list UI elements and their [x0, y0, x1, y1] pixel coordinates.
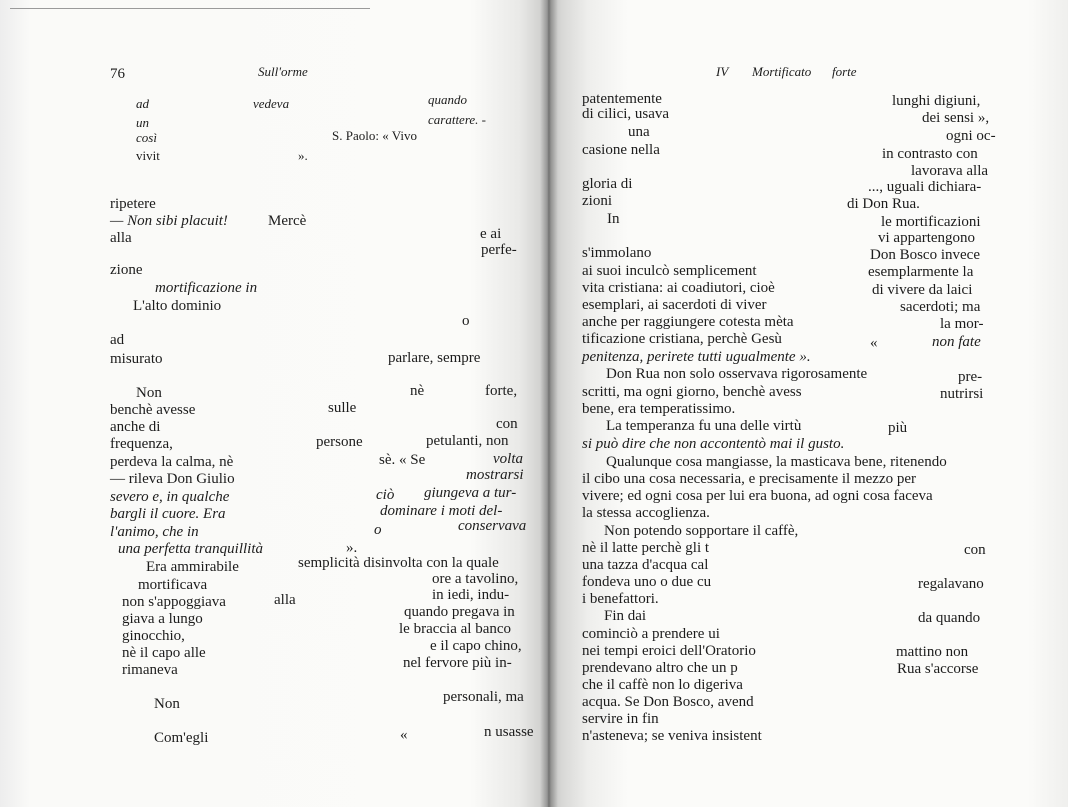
text-line: nè il capo alle	[122, 645, 206, 661]
text-line: nè	[410, 383, 425, 399]
text-line: non fate	[932, 334, 981, 350]
text-line: zioni	[582, 193, 612, 209]
text-line: da quando	[918, 610, 981, 626]
running-head-title: Mortificato	[752, 64, 812, 79]
text-line: persone	[316, 434, 363, 450]
text-line: ogni oc-	[946, 128, 996, 144]
text-line: conservava	[458, 518, 527, 534]
page-number: 76	[110, 66, 125, 82]
text-line: ad	[136, 96, 149, 111]
text-line: quando	[428, 92, 467, 107]
text-line: nel fervore più in-	[403, 655, 512, 671]
text-line: un	[136, 115, 149, 130]
text-line: le braccia al banco	[399, 621, 512, 637]
text-line: i benefattori.	[582, 591, 659, 607]
text-line: la mor-	[940, 316, 984, 332]
text-line: e ai	[480, 226, 502, 242]
text-line: o	[374, 522, 382, 538]
text-line: fondeva uno o due cu	[582, 574, 712, 590]
text-line: non s'appoggiava	[122, 594, 226, 610]
text-line: bene, era temperatissimo.	[582, 401, 736, 417]
text-line: con	[964, 542, 986, 558]
text-line: La temperanza fu una delle virtù	[606, 418, 802, 434]
text-line: vi appartengono	[878, 230, 976, 246]
text-line: di vivere da laici	[872, 282, 973, 298]
text-line: In	[607, 211, 620, 227]
text-line: L'alto dominio	[133, 298, 222, 314]
text-line: petulanti, non	[426, 433, 509, 449]
text-line: severo e, in qualche	[110, 489, 230, 505]
text-line: una	[628, 124, 650, 140]
text-line: si può dire che non accontentò mai il gusto.	[582, 436, 845, 452]
text-line: in contrasto con	[882, 146, 978, 162]
text-line: Non potendo sopportare il caffè,	[604, 523, 799, 539]
text-line: ripetere	[110, 196, 156, 212]
text-line: giungeva a tur-	[424, 485, 517, 501]
text-line: — rileva Don Giulio	[110, 471, 235, 487]
text-line: alla	[274, 592, 296, 608]
text-line: semplicità disinvolta con la quale	[298, 555, 499, 571]
text-line: s'immolano	[582, 245, 652, 261]
text-line: giava a lungo	[122, 611, 203, 627]
text-line: così	[136, 130, 157, 145]
text-line: — Non sibi placuit!	[110, 213, 228, 229]
text-line: anche di	[110, 419, 161, 435]
text-line: personali, ma	[443, 689, 524, 705]
text-line: con	[496, 416, 518, 432]
text-line: in iedi, indu-	[432, 587, 510, 603]
text-line: esemplari, ai sacerdoti di viver	[582, 297, 767, 313]
text-line: forte,	[485, 383, 518, 399]
text-line: perdeva la calma, nè	[110, 454, 234, 470]
text-line: «	[870, 335, 878, 351]
text-line: nei tempi eroici dell'Oratorio	[582, 643, 756, 659]
text-line: una perfetta tranquillità	[118, 541, 263, 557]
text-line: servire in fin	[582, 711, 659, 727]
text-line: esemplarmente la	[868, 264, 974, 280]
text-line: dominare i moti del-	[380, 503, 503, 519]
text-line: sacerdoti; ma	[900, 299, 981, 315]
book-gutter	[540, 0, 558, 807]
text-line: ore a tavolino,	[432, 571, 519, 587]
text-line: benchè avesse	[110, 402, 196, 418]
running-head-title-2: forte	[832, 64, 857, 79]
text-line: n'asteneva; se veniva insistent	[582, 728, 762, 744]
text-line: vivit	[136, 148, 160, 163]
text-line: carattere. -	[428, 112, 486, 127]
text-line: Era ammirabile	[146, 559, 239, 575]
text-line: nè il latte perchè gli t	[582, 540, 710, 556]
text-line: Don Bosco invece	[870, 247, 980, 263]
text-line: rimaneva	[122, 662, 178, 678]
text-line: di Don Rua.	[847, 196, 920, 212]
running-head: Sull'orme	[258, 64, 308, 79]
text-line: Qualunque cosa mangiasse, la masticava bene, ritenendo	[606, 454, 947, 470]
text-line: frequenza,	[110, 436, 173, 452]
top-rule	[10, 8, 370, 9]
text-line: Don Rua non solo osservava rigorosamente	[606, 366, 868, 382]
text-line: pre-	[958, 369, 983, 385]
text-line: Fin dai	[604, 608, 647, 624]
text-line: ad	[110, 332, 125, 348]
text-line: nutrirsi	[940, 386, 984, 402]
text-line: gloria di	[582, 176, 633, 192]
right-page	[548, 0, 1068, 807]
text-line: anche per raggiungere cotesta mèta	[582, 314, 794, 330]
text-line: casione nella	[582, 142, 660, 158]
text-line: vita cristiana: ai coadiutori, cioè	[582, 280, 775, 296]
text-line: prendevano altro che un p	[582, 660, 738, 676]
text-line: bargli il cuore. Era	[110, 506, 226, 522]
text-line: l'animo, che in	[110, 524, 199, 540]
text-line: e il capo chino,	[430, 638, 522, 654]
text-line: perfe-	[481, 242, 517, 258]
text-line: dei sensi »,	[922, 110, 990, 126]
text-line: lavorava alla	[911, 163, 989, 179]
text-line: misurato	[110, 351, 163, 367]
text-line: acqua. Se Don Bosco, avend	[582, 694, 754, 710]
text-line: una tazza d'acqua cal	[582, 557, 709, 573]
text-line: Com'egli	[154, 730, 209, 746]
text-line: ».	[346, 540, 358, 556]
text-line: volta	[493, 451, 523, 467]
text-line: Non	[136, 385, 162, 401]
text-line: scritti, ma ogni giorno, benchè avess	[582, 384, 802, 400]
text-line: mortificava	[138, 577, 208, 593]
text-line: la stessa accoglienza.	[582, 505, 710, 521]
text-line: mortificazione in	[155, 280, 258, 296]
text-line: quando pregava in	[404, 604, 515, 620]
text-line: patentemente	[582, 91, 662, 107]
text-line: vedeva	[253, 96, 290, 111]
text-line: le mortificazioni	[881, 214, 981, 230]
text-line: ..., uguali dichiara-	[868, 179, 982, 195]
text-line: il cibo una cosa necessaria, e precisamente il mezzo per	[582, 471, 917, 487]
text-line: «	[400, 727, 408, 743]
text-line: ».	[298, 148, 308, 163]
text-line: tificazione cristiana, perchè Gesù	[582, 331, 782, 347]
text-line: più	[888, 420, 908, 436]
text-line: ginocchio,	[122, 628, 185, 644]
text-line: Mercè	[268, 213, 307, 229]
text-line: cominciò a prendere ui	[582, 626, 720, 642]
text-line: alla	[110, 230, 132, 246]
text-line: sè. « Se	[379, 452, 426, 468]
text-line: n usasse	[484, 724, 534, 740]
text-line: S. Paolo: « Vivo	[332, 128, 417, 143]
text-line: penitenza, perirete tutti ugualmente ».	[582, 349, 811, 365]
text-line: Non	[154, 696, 180, 712]
text-line: sulle	[328, 400, 357, 416]
text-line: di cilici, usava	[582, 106, 670, 122]
running-head-chapter: IV	[716, 64, 729, 79]
text-line: ai suoi inculcò semplicement	[582, 263, 757, 279]
text-line: Rua s'accorse	[897, 661, 979, 677]
text-line: zione	[110, 262, 143, 278]
text-line: regalavano	[918, 576, 984, 592]
text-line: o	[462, 313, 470, 329]
text-line: ciò	[376, 487, 395, 503]
text-line: vivere; ed ogni cosa per lui era buona, ad ogni cosa faceva	[582, 488, 933, 504]
text-line: lunghi digiuni,	[892, 93, 981, 109]
text-line: che il caffè non lo digeriva	[582, 677, 743, 693]
text-line: mostrarsi	[466, 467, 524, 483]
text-line: mattino non	[896, 644, 969, 660]
text-line: parlare, sempre	[388, 350, 481, 366]
